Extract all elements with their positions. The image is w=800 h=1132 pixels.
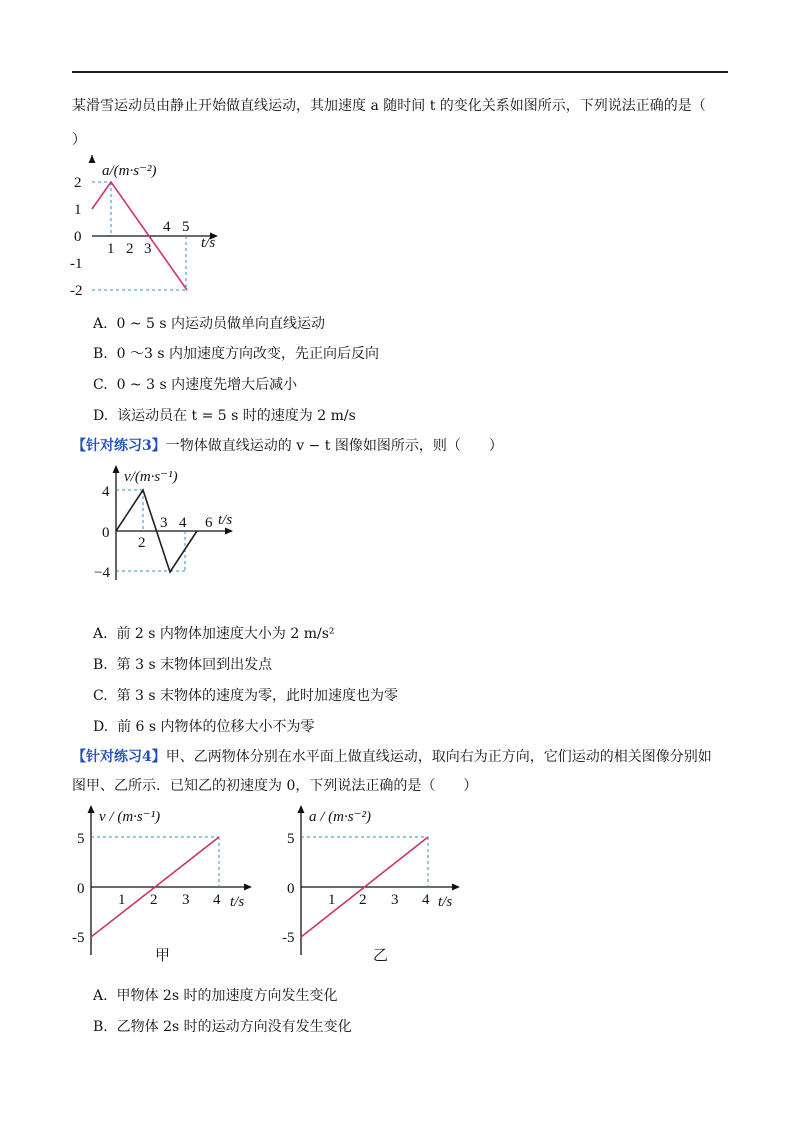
c1-xtick: 2 — [138, 535, 146, 551]
c1-xtick: 4 — [179, 515, 187, 531]
c3-ytick: 5 — [287, 831, 295, 847]
chart-jia — [72, 800, 265, 970]
c1-xtick: 3 — [160, 515, 168, 531]
c0-ytick: -1 — [70, 256, 83, 272]
option-label: A. — [93, 988, 108, 1004]
q2-option-b[interactable] — [93, 655, 272, 675]
c3-xtick: 1 — [328, 892, 336, 908]
c2-ytick: 0 — [77, 881, 85, 897]
q1-option-b[interactable] — [93, 344, 379, 364]
q1-stem-line2: ） — [72, 132, 86, 148]
option-label: D. — [93, 408, 109, 424]
option-label: C. — [93, 377, 108, 393]
option-text: 甲物体 2s 时的加速度方向发生变化 — [116, 988, 338, 1004]
option-text: 该运动员在 t = 5 s 时的速度为 2 m/s — [117, 408, 356, 424]
chart-acceleration — [72, 155, 312, 305]
c0-ytick: 0 — [74, 229, 82, 245]
q2-stem-text: 一物体做直线运动的 v − t 图像如图所示，则（ ） — [165, 438, 503, 454]
option-label: B. — [93, 657, 108, 673]
c0-xlabel: t/s — [201, 235, 216, 251]
option-text: 前 6 s 内物体的位移大小不为零 — [117, 719, 315, 735]
q3-stem-text1: 甲、乙两物体分别在水平面上做直线运动，取向右为正方向，它们运动的相关图像分别如 — [165, 749, 712, 765]
c2-xlabel: t/s — [230, 894, 245, 910]
c2-ytick: 5 — [77, 831, 85, 847]
c0-xtick: 3 — [144, 241, 152, 257]
c0-ytick: 1 — [74, 202, 82, 218]
option-text: 前 2 s 内物体加速度大小为 2 m/s² — [116, 626, 335, 642]
c3-ytick: 0 — [287, 881, 295, 897]
c2-xtick: 2 — [150, 892, 158, 908]
option-text: 第 3 s 末物体的速度为零，此时加速度也为零 — [116, 688, 399, 704]
q2-option-a[interactable] — [93, 624, 335, 644]
q1-stem-line1: 某滑雪运动员由静止开始做直线运动，其加速度 a 随时间 t 的变化关系如图所示，下列说法正确的是（ — [72, 98, 706, 114]
q1-option-d[interactable] — [93, 406, 356, 426]
q2-option-d[interactable] — [93, 717, 315, 737]
option-label: A. — [93, 316, 108, 332]
q1-option-a[interactable] — [93, 314, 325, 334]
q3-option-a[interactable] — [93, 986, 337, 1006]
c3-caption: 乙 — [373, 948, 389, 964]
chart-yi — [282, 800, 475, 970]
q3-tag: 【针对练习4】 — [72, 749, 166, 765]
option-text: 0 ～3 s 内加速度方向改变，先正向后反向 — [116, 346, 380, 362]
c1-ylabel: v/(m·s⁻¹) — [124, 469, 178, 485]
option-label: D. — [93, 719, 109, 735]
c1-xlabel: t/s — [218, 512, 233, 528]
q2-option-c[interactable] — [93, 686, 398, 706]
c1-ytick: 4 — [102, 484, 110, 500]
option-text: 0 ~ 3 s 内速度先增大后减小 — [116, 377, 298, 393]
c3-ylabel: a / (m·s⁻²) — [309, 809, 371, 825]
q3-option-b[interactable] — [93, 1017, 352, 1037]
c0-ytick: -2 — [70, 283, 83, 299]
q3-stem-line2: 图甲、乙所示．已知乙的初速度为 0，下列说法正确的是（ ） — [72, 778, 478, 794]
c2-xtick: 4 — [213, 892, 221, 908]
c1-xtick: 6 — [205, 515, 213, 531]
c3-xlabel: t/s — [438, 894, 453, 910]
c0-xtick: 4 — [163, 219, 171, 235]
chart-velocity — [94, 465, 250, 585]
option-label: B. — [93, 1019, 108, 1035]
option-label: C. — [93, 688, 108, 704]
c0-ylabel: a/(m·s⁻²) — [102, 163, 157, 179]
option-label: B. — [93, 346, 108, 362]
c2-ytick: -5 — [72, 930, 85, 946]
q1-option-c[interactable] — [93, 375, 297, 395]
c1-ytick: 0 — [102, 525, 110, 541]
c2-xtick: 3 — [182, 892, 190, 908]
c3-xtick: 3 — [391, 892, 399, 908]
c0-xtick: 2 — [126, 241, 134, 257]
c0-xtick: 5 — [182, 219, 190, 235]
q3-stem-line1 — [72, 747, 712, 767]
q2-tag: 【针对练习3】 — [72, 438, 166, 454]
c3-xtick: 2 — [359, 892, 367, 908]
c2-xtick: 1 — [118, 892, 126, 908]
c0-xtick: 1 — [107, 241, 115, 257]
c2-caption: 甲 — [155, 948, 171, 964]
c0-ytick: 2 — [74, 175, 82, 191]
q2-stem — [72, 436, 503, 456]
header-rule — [72, 71, 728, 73]
option-text: 乙物体 2s 时的运动方向没有发生变化 — [116, 1019, 352, 1035]
c3-ytick: -5 — [282, 930, 295, 946]
c2-ylabel: v / (m·s⁻¹) — [99, 809, 161, 825]
c1-ytick: −4 — [94, 565, 110, 581]
option-text: 第 3 s 末物体回到出发点 — [116, 657, 273, 673]
option-text: 0 ~ 5 s 内运动员做单向直线运动 — [116, 316, 325, 332]
c3-xtick: 4 — [422, 892, 430, 908]
option-label: A. — [93, 626, 108, 642]
